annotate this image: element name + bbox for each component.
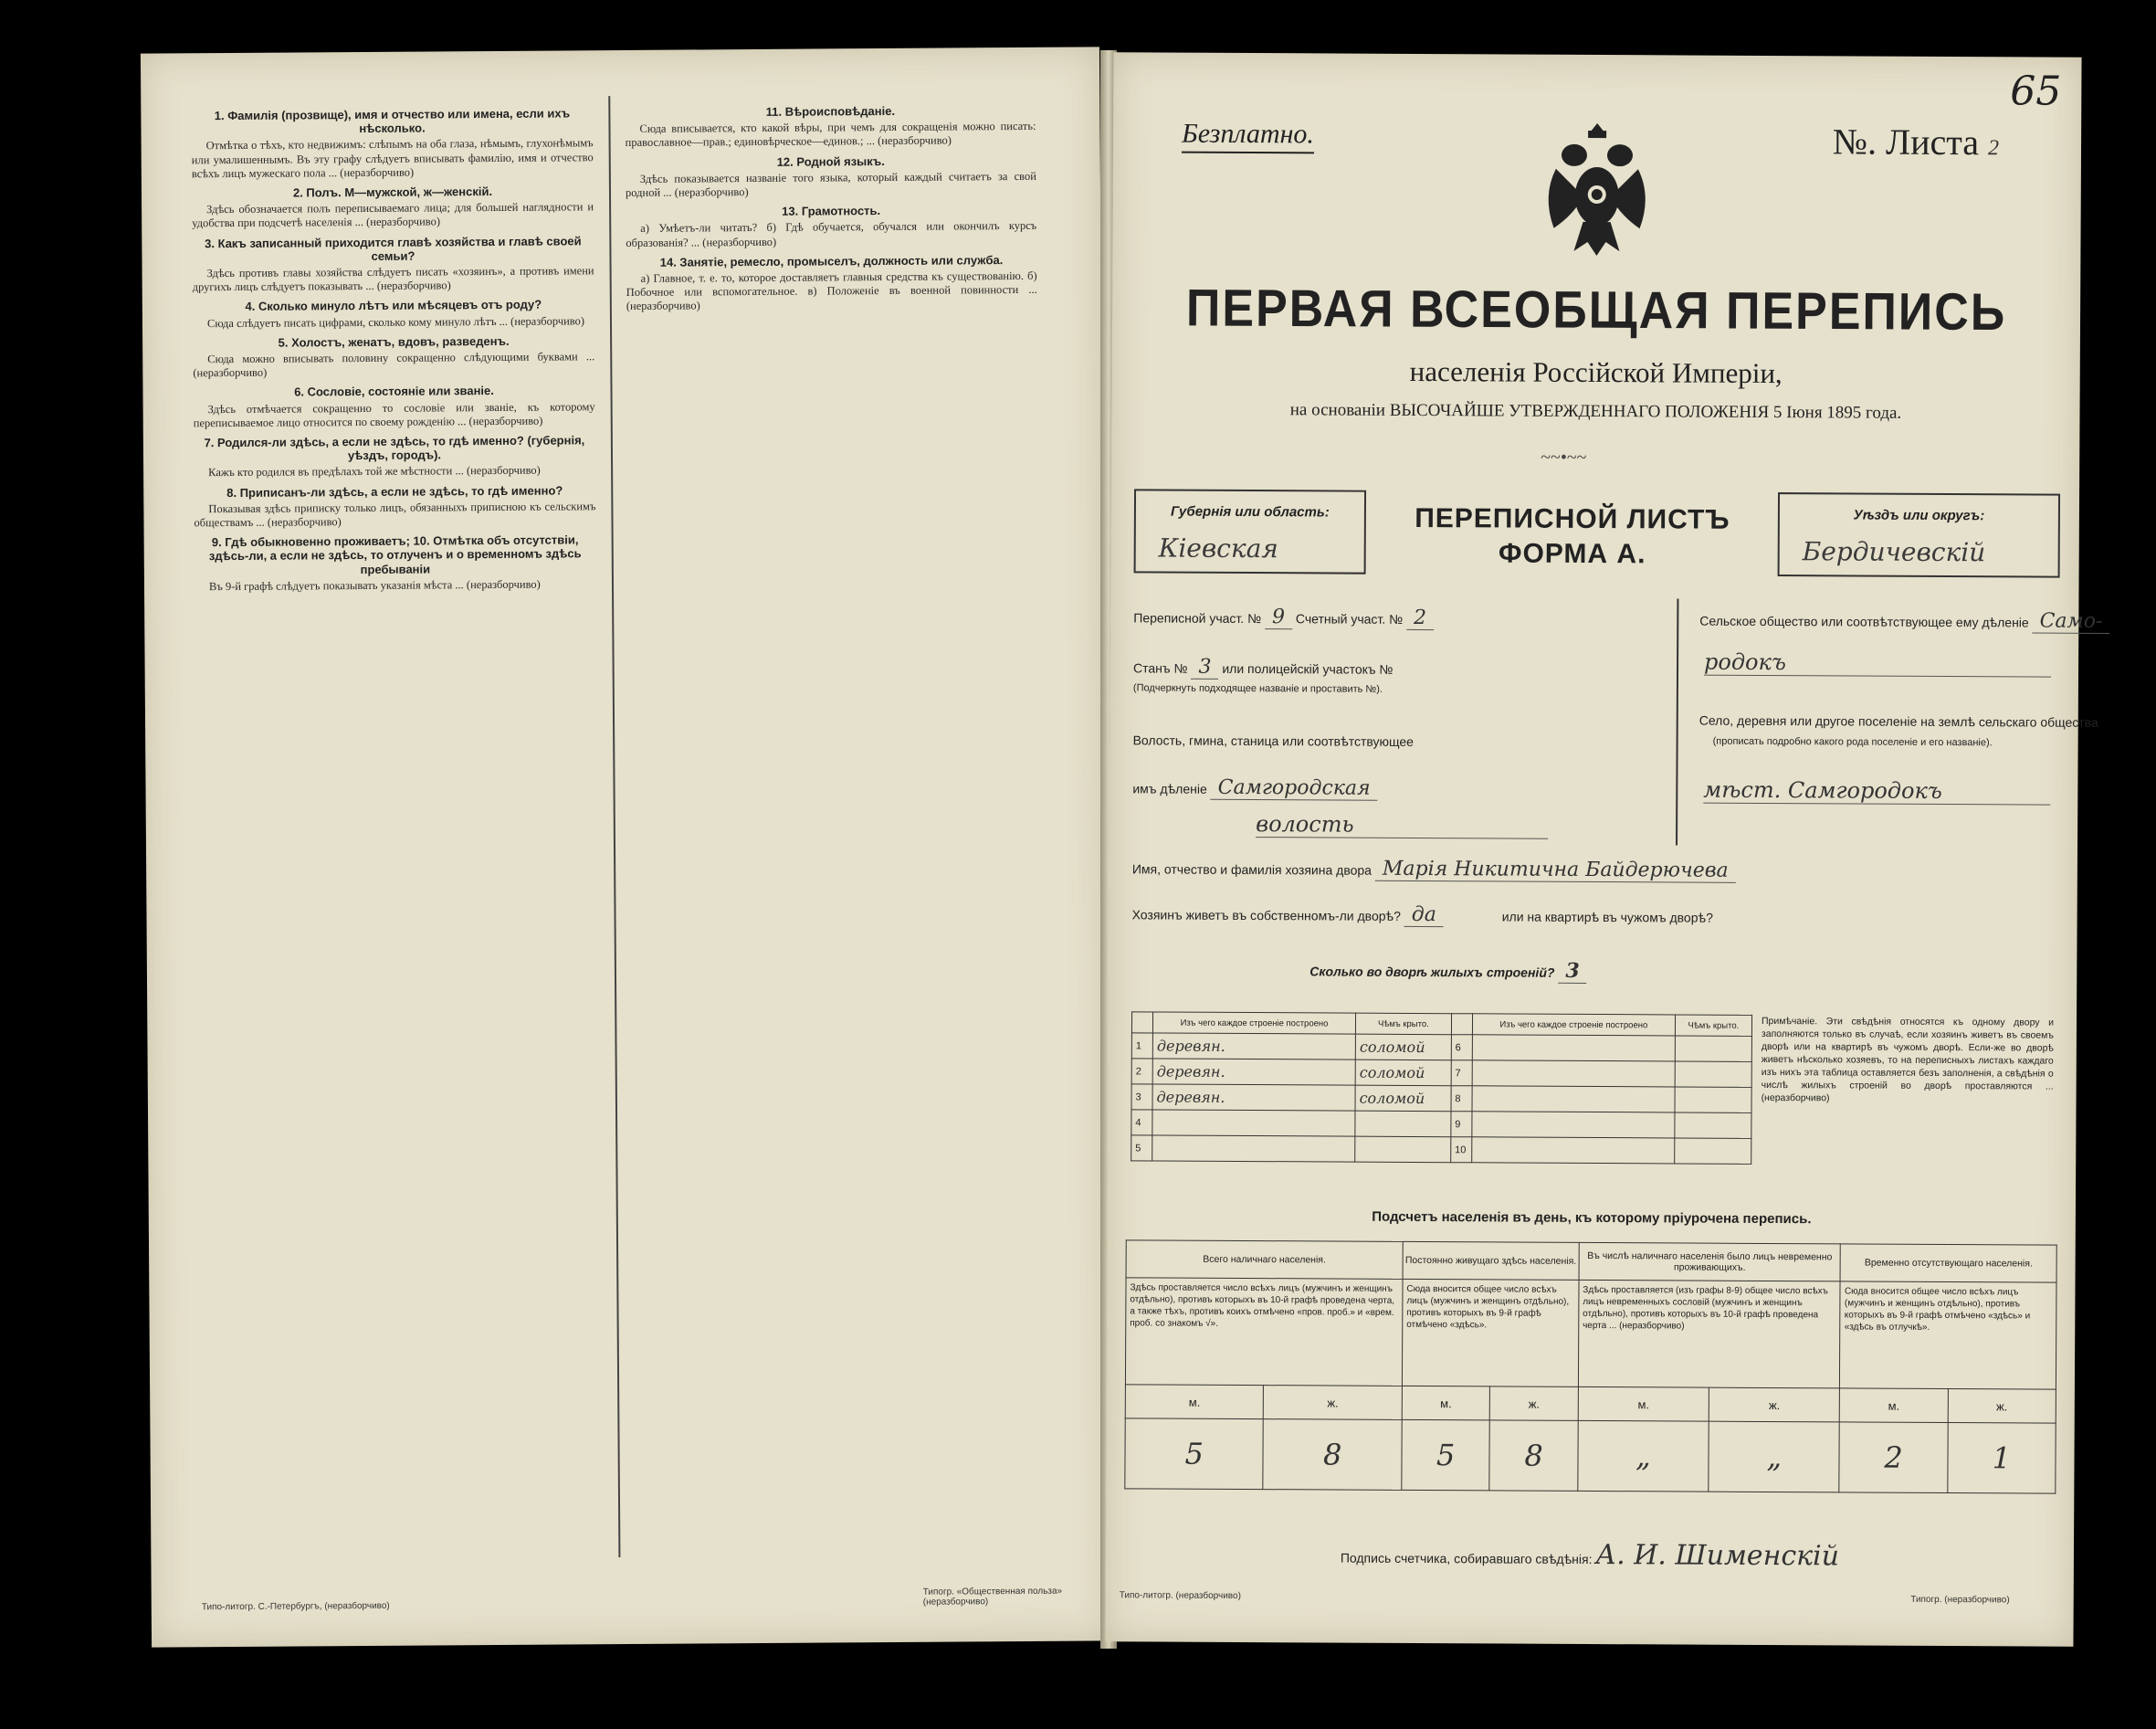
structure-number: 3 [1131,1084,1152,1110]
structure-number: 10 [1451,1137,1472,1163]
instruction-text: Здѣсь отмѣчается сокращенно то сословіе или званіе, къ которому переписываемое лицо относится по своему рожденію ... (неразборчиво) [193,399,595,430]
structure-number: 5 [1131,1135,1152,1161]
instruction-text: Сюда слѣдуетъ писать цифрами, сколько кому минуло лѣтъ ... (неразборчиво) [206,313,585,330]
census-district-field: Переписной участ. № 9 Счетный участ. № 2 [1133,605,1434,629]
count-description: Здѣсь проставляется число всѣхъ лицъ (мужчинъ и женщинъ отдѣльно), противъ которыхъ въ 10-й графѣ проведена черта, а также тѣхъ, противъ коихъ отмѣчено «пров. проб.» и «врем. проб. со знакомъ √». [1125,1278,1403,1386]
sheet-number [1833,120,1999,163]
structure-row [1131,1135,1751,1165]
instruction-text: а) Умѣетъ-ли читать? б) Гдѣ обучается, обучался или окончилъ курсъ образованія? ... (неразборчиво) [626,219,1037,249]
province-value: Кіевская [1158,532,1278,564]
count-description: Здѣсь проставляется (изъ графы 8-9) общее число всѣхъ лицъ невременныхъ сословій (мужчинъ и женщинъ отдѣльно), противъ которыхъ въ 10-й графѣ проведена черта ... (неразборчиво) [1578,1280,1840,1387]
count-header: Всего наличнаго населенія. [1126,1240,1403,1280]
instruction-heading: 1. Фамилія (прозвище), имя и отчество или имена, если ихъ нѣсколько. [214,106,571,136]
sex-label: м. [1578,1386,1709,1421]
census-form-page [1105,52,2103,1647]
stan-value: 3 [1191,656,1218,680]
own-house-value: да [1404,903,1444,927]
structure-roof [1675,1112,1751,1138]
count-value: „ [1578,1420,1709,1492]
structure-row [1131,1110,1751,1139]
instruction-heading: 7. Родился-ли здѣсь, а если не здѣсь, то гдѣ именно? (губернія, уѣздъ, городъ). [204,433,585,463]
village-value: мѣст. Самгородокъ [1703,777,2050,806]
count-value: 5 [1402,1419,1490,1491]
count-header: Въ числѣ наличнаго населенія было лицъ невременно проживающихъ. [1579,1242,1841,1281]
structure-material: деревян. [1152,1084,1355,1111]
structure-number: 6 [1451,1035,1472,1060]
double-headed-eagle-emblem [1537,114,1656,261]
sex-label: м. [1125,1385,1264,1419]
province-box [1134,489,1366,574]
count-description: Сюда вносится общее число всѣхъ лицъ (мужчинъ и женщинъ отдѣльно), противъ которыхъ въ 9-й графѣ отмѣчено «здѣсь» и «здѣсь въ отлучкѣ». [1840,1281,2056,1389]
structures-col-material: Изъ чего каждое строеніе построено [1472,1014,1675,1036]
instructions-column-2 [625,98,1046,1562]
district-label: Уѣздъ или округъ: [1853,507,1985,524]
count-value: 8 [1263,1419,1402,1491]
count-value: 5 [1125,1418,1264,1490]
instruction-heading: 12. Родной языкъ. [776,153,885,169]
structure-material [1472,1086,1675,1112]
structure-roof [1355,1111,1451,1137]
signature-value: А. И. Шименскій [1595,1539,1840,1573]
village-note: (прописать подробно какого рода поселеніе и его названіе). [1712,735,1993,749]
structure-material [1152,1135,1355,1162]
owner-value: Марія Никитична Байдерючева [1375,858,1736,883]
instruction-text: Здѣсь обозначается полъ переписываемаго лица; для большей наглядности и удобства при подсчетѣ населенія ... (неразборчиво) [192,200,594,230]
structures-table [1131,1011,1752,1165]
count-header: Постоянно живущаго здѣсь населенія. [1403,1241,1579,1280]
instruction-text: Въ 9-й графѣ слѣдуетъ показывать указанія мѣста ... (неразборчиво) [208,577,541,594]
instruction-text: Здѣсь показывается названіе того языка, который каждый считаетъ за свой родной ... (неразборчиво) [625,169,1036,199]
stan-field: Станъ № 3 или полицейскій участокъ № [1132,655,1394,679]
field-divider [1676,598,1678,845]
sex-label: ж. [1709,1387,1840,1422]
count-value: 8 [1489,1420,1578,1492]
census-sheet-title [1376,501,1769,573]
instruction-heading: 5. Холостъ, женатъ, вдовъ, разведенъ. [278,333,510,350]
instruction-heading: 4. Сколько минуло лѣтъ или мѣсяцевъ отъ роду? [245,298,542,314]
volost-field: имъ дѣленіе Самгородская [1132,775,1377,799]
instruction-heading: 2. Полъ. М—мужской, ж—женскій. [292,184,493,200]
count-header: Временно отсутствующаго населенія. [1841,1244,2057,1282]
instruction-text: Сюда можно вписывать половину сокращенно слѣдующими буквами ... (неразборчиво) [193,350,595,380]
stan-note: (Подчеркнуть подходящее названіе и проставить №). [1132,682,1383,695]
handwritten-page-number: 65 [2010,68,2062,115]
structure-material [1472,1060,1675,1087]
instruction-heading: 14. Занятіе, ремесло, промыселъ, должность или служба. [659,252,1004,269]
instruction-heading: 13. Грамотность. [782,204,881,219]
printer-footnote: Типогр. «Общественная польза» (неразборчиво) [922,1586,1063,1608]
sex-label: ж. [1490,1386,1579,1421]
census-sheet-title-line1: ПЕРЕПИСНОЙ ЛИСТЪ [1415,502,1730,535]
sheet-number-value: 2 [1987,136,2000,161]
structure-roof: соломой [1355,1060,1451,1086]
structures-count-field: Сколько во дворѣ жилыхъ строеній? 3 [1309,957,1586,983]
structures-col-roof: Чѣмъ крыто. [1355,1013,1451,1035]
sex-label: ж. [1948,1389,2056,1424]
volost-value-line2: волость [1256,811,1548,839]
form-title: ПЕРВАЯ ВСЕОБЩАЯ ПЕРЕПИСЬ [1185,279,2007,343]
decree-line: на основаніи ВЫСОЧАЙШЕ УТВЕРЖДЕННАГО ПОЛОЖЕНІЯ 5 Іюня 1895 года. [1289,400,1902,423]
form-subtitle: населенія Россійской Имперіи, [1409,354,1783,390]
instruction-text: Отмѣтка о тѣхъ, кто недвижимъ: слѣпымъ на оба глаза, нѣмымъ, глухонѣмымъ или умалишеннымъ. Въ эту графу слѣдуетъ вписывать фамилію, имя и отчество всѣхъ лицъ мужескаго пола ... (неразборчиво) [191,136,594,181]
society-value: Само- [2033,610,2110,634]
structure-row [1131,1059,1751,1088]
structure-roof [1675,1087,1751,1112]
sex-label-row [1125,1385,2056,1423]
count-district-value: 2 [1406,606,1434,630]
volost-label: Волость, гмина, станица или соотвѣтствующее [1132,733,1415,749]
structure-roof [1675,1138,1751,1164]
owner-field: Имя, отчество и фамилія хозяина двора Марія Никитична Байдерючева [1132,856,1736,881]
structure-row [1131,1084,1751,1113]
society-value-line2: родокъ [1704,649,2051,678]
instruction-heading: 9. Гдѣ обыкновенно проживаетъ; 10. Отмѣтка объ отсутствіи, здѣсь-ли, а если не здѣсь, то отлученъ и о временномъ здѣсь пребываніи [208,532,582,576]
instruction-text: Кажъ кто родился въ предѣлахъ той же мѣстности ... (неразборчиво) [208,464,541,480]
structures-remark: Примѣчаніе. Эти свѣдѣнія относятся къ одному двору и заполняются только въ случаѣ, если хозяинъ живетъ въ своемъ дворѣ или на квартирѣ въ чужомъ дворѣ. Если-же во дворѣ живетъ нѣсколько хозяевъ, то на переписныхъ листахъ каждаго изъ нихъ эта таблица оставляется безъ заполненія, а свѣдѣнія о числѣ жилыхъ строеній во дворѣ проставляются ... (неразборчиво) [1761,1015,2055,1104]
structure-number: 2 [1131,1059,1152,1084]
structure-roof [1675,1036,1751,1061]
population-count-title: Подсчетъ населенія въ день, къ которому пріурочена перепись. [1372,1208,1812,1228]
sheet-number-label: №. Листа [1832,121,1980,163]
structure-number: 9 [1451,1112,1472,1137]
instruction-text: Сюда вписывается, кто какой вѣры, при чемъ для сокращенія можно писать: православное—прав.; единовѣрческое—единов.; ... (неразборчиво) [625,120,1036,150]
structure-number: 4 [1131,1110,1152,1135]
structure-number: 1 [1131,1033,1152,1059]
district-box [1778,492,2060,578]
structure-roof: соломой [1355,1085,1451,1112]
structures-col-material: Изъ чего каждое строеніе построено [1152,1012,1355,1034]
structure-roof [1355,1136,1451,1163]
census-district-value: 9 [1265,606,1292,629]
ornament-divider: ~~•~~ [1541,447,1587,468]
instruction-heading: 3. Какъ записанный приходится главѣ хозяйства и главѣ своей семьи? [205,233,582,263]
count-value: „ [1709,1421,1840,1492]
count-description: Сюда вносится общее число всѣхъ лицъ (мужчинъ и женщинъ отдѣльно), противъ которыхъ въ 9-й графѣ отмѣчено «здѣсь». [1402,1279,1578,1386]
sex-label: м. [1840,1388,1948,1423]
volost-value: Самгородская [1211,776,1378,801]
instruction-text: а) Главное, т. е. то, которое доставляетъ главныя средства къ существованію. б) Побочное или вспомогательное. в) Положеніе въ военной повинности ... (неразборчиво) [626,269,1037,313]
free-label: Безплатно. [1182,119,1314,154]
structure-material [1152,1110,1355,1136]
instruction-heading: 6. Сословіе, состояніе или званіе. [294,384,494,399]
instruction-heading: 11. Вѣроисповѣданіе. [765,103,896,119]
instructions-page [141,47,1110,1647]
structures-col-roof: Чѣмъ крыто. [1675,1015,1751,1036]
column-divider [608,96,620,1557]
society-field: Сельское общество или соотвѣтствующее ему дѣленіе Само- [1699,608,2109,633]
printer-footnote: Типо-литогр. С.-Петербургъ, (неразборчиво) [201,1600,390,1613]
printer-footnote: Типогр. (неразборчиво) [1910,1594,2010,1606]
own-house-field: Хозяинъ живетъ въ собственномъ-ли дворѣ? да или на квартирѣ въ чужомъ дворѣ? [1131,902,1713,927]
signature-label: Подпись счетчика, собиравшаго свѣдѣнія: [1340,1550,1593,1567]
structure-material [1472,1137,1675,1164]
census-sheet-title-line2: ФОРМА А. [1498,538,1646,570]
structure-roof [1675,1061,1751,1087]
sex-label: ж. [1264,1386,1403,1420]
instruction-heading: 8. Приписанъ-ли здѣсь, а если не здѣсь, то гдѣ именно? [226,483,563,500]
structures-table-body [1131,1033,1752,1165]
structure-number: 7 [1451,1060,1472,1086]
structure-row [1131,1033,1751,1062]
district-value: Бердичевскій [1802,536,1986,568]
village-label: Село, деревня или другое поселеніе на землѣ сельскаго общества [1699,712,2098,730]
printer-footnote: Типо-литогр. (неразборчиво) [1119,1590,1241,1601]
instruction-text: Показывая здѣсь приписку только лицъ, обязанныхъ приписною къ сельскимъ обществамъ ... (неразборчиво) [194,500,596,530]
structure-material [1472,1035,1675,1061]
structure-material: деревян. [1152,1033,1355,1060]
structure-material [1472,1112,1675,1138]
structure-material: деревян. [1152,1059,1355,1085]
count-value: 2 [1839,1422,1948,1493]
sex-label: м. [1402,1386,1490,1420]
count-value: 1 [1948,1423,2056,1494]
structures-count-value: 3 [1558,959,1586,984]
structure-roof: соломой [1355,1034,1451,1060]
province-label: Губернія или область: [1171,503,1330,521]
population-count-table [1124,1239,2056,1493]
count-value-row [1125,1418,2056,1493]
instructions-column-1 [191,100,603,1565]
structure-number: 8 [1451,1086,1472,1112]
instruction-text: Здѣсь противъ главы хозяйства слѣдуетъ писать «хозяинъ», а противъ имени другихъ лицъ слѣдуетъ показывать ... (неразборчиво) [192,264,594,294]
enumerator-signature [1106,1536,2074,1574]
